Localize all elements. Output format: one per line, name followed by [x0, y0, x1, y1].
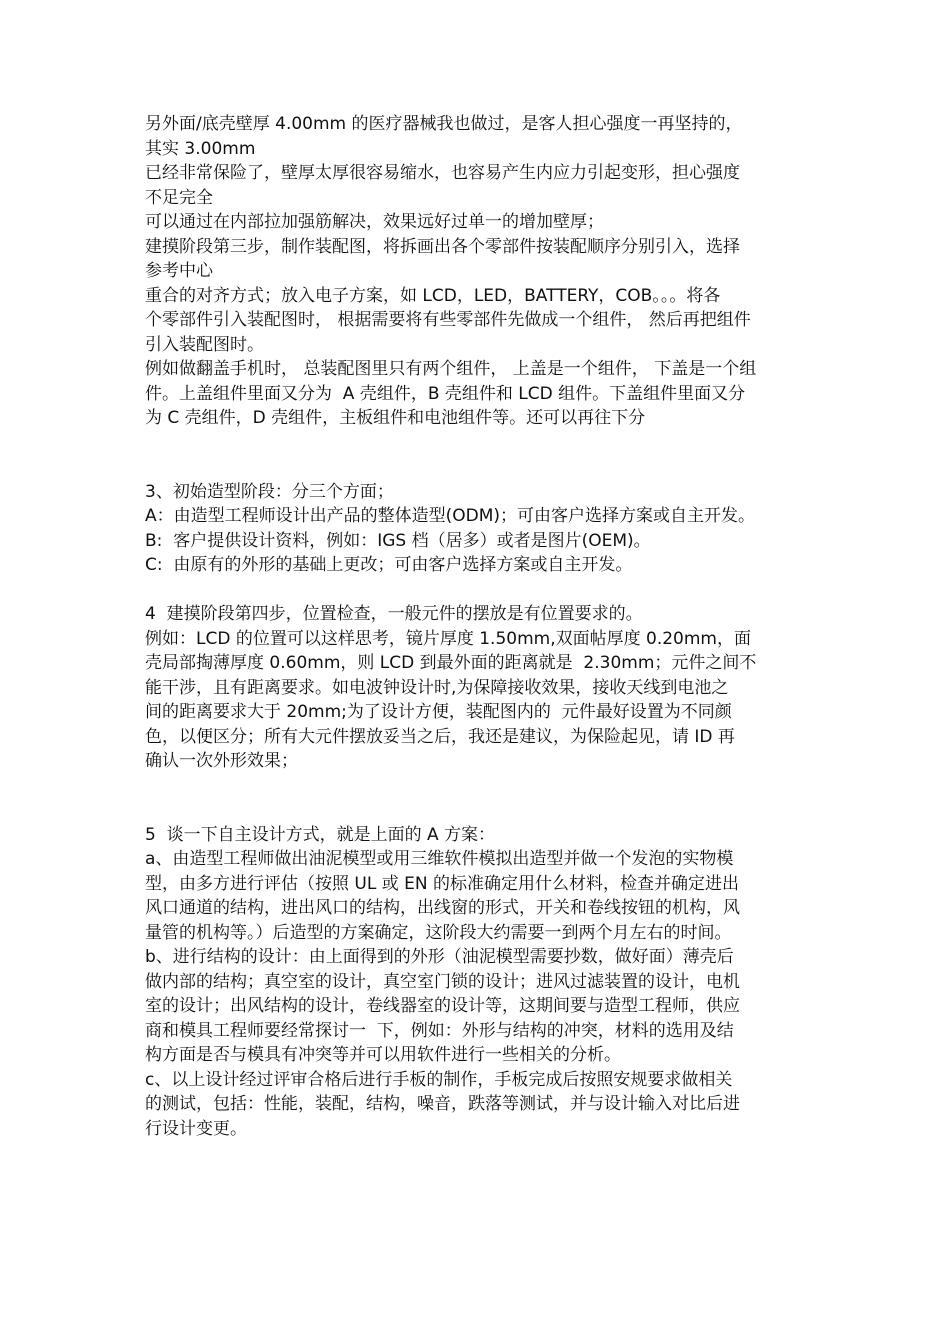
text-line: 引入装配图时。 [145, 334, 264, 355]
text-line: 室的设计；出风结构的设计，卷线器室的设计等，这期间要与造型工程师，供应 [145, 996, 740, 1016]
text-line: 色，以便区分；所有大元件摆放妥当之后，我还是建议，为保险起见，请 ID 再 [145, 726, 735, 747]
text-line: 重合的对齐方式；放入电子方案，如 LCD，LED，BATTERY，COB。。。将各 [145, 285, 721, 306]
text-line: c、以上设计经过评审合格后进行手板的制作，手板完成后按照安规要求做相关 [145, 1069, 733, 1090]
text-line: 可以通过在内部拉加强筋解决，效果远好过单一的增加壁厚； [145, 212, 604, 232]
text-line: 型，由多方进行评估（按照 UL 或 EN 的标准确定用什么材料，检查并确定进出 [145, 873, 739, 894]
text-line: 做内部的结构；真空室的设计，真空室门锁的设计；进风过滤装置的设计，电机 [145, 971, 740, 992]
text-line: 件。上盖组件里面又分为 A 壳组件，B 壳组件和 LCD 组件。下盖组件里面又分 [145, 383, 746, 404]
paragraph-gap [145, 578, 810, 603]
text-line: 其实 3.00mm [145, 138, 256, 159]
text-line: 构方面是否与模具有冲突等并可以用软件进行一些相关的分析。 [145, 1045, 621, 1065]
section-3 [145, 480, 810, 578]
text-line: 商和模具工程师要经常探讨一 下，例如：外形与结构的冲突，材料的选用及结 [145, 1020, 734, 1041]
paragraph-gap [145, 774, 810, 823]
text-line: 风口通道的结构，进出风口的结构，出线窗的形式，开关和卷线按钮的机构，风 [145, 898, 740, 918]
text-line: 参考中心 [145, 261, 213, 281]
text-line: 不足完全 [145, 187, 213, 208]
text-line: 个零部件引入装配图时， 根据需要将有些零部件先做成一个组件， 然后再把组件 [145, 310, 751, 330]
intro-paragraph [145, 112, 810, 431]
text-line: b、进行结构的设计：由上面得到的外形（油泥模型需要抄数，做好面）薄壳后 [145, 947, 734, 967]
text-line: 量管的机构等。）后造型的方案确定，这阶段大约需要一到两个月左右的时间。 [145, 922, 732, 943]
text-line: 间的距离要求大于 20mm;为了设计方便，装配图内的 元件最好设置为不同颜 [145, 702, 732, 722]
section-4 [145, 602, 810, 774]
text-line: 确认一次外形效果； [145, 751, 298, 771]
text-line: 另外面/底壳壁厚 4.00mm 的医疗器械我也做过，是客人担心强度一再坚持的， [145, 114, 743, 134]
text-line: 为 C 壳组件，D 壳组件，主板组件和电池组件等。还可以再往下分 [145, 408, 646, 428]
section-5 [145, 823, 810, 1142]
section-heading: 3、初始造型阶段：分三个方面； [145, 481, 394, 502]
text-line: 的测试，包括：性能，装配，结构，噪音，跌落等测试，并与设计输入对比后进 [145, 1094, 740, 1114]
text-line: A：由造型工程师设计出产品的整体造型(ODM)；可由客户选择方案或自主开发。 [145, 506, 756, 526]
text-line: 例如：LCD 的位置可以这样思考，镜片厚度 1.50mm,双面帖厚度 0.20mm，面 [145, 628, 751, 649]
section-heading: 5 谈一下自主设计方式，就是上面的 A 方案： [145, 824, 496, 845]
paragraph-gap [145, 431, 810, 480]
text-line: 例如做翻盖手机时， 总装配图里只有两个组件， 上盖是一个组件， 下盖是一个组 [145, 359, 757, 379]
text-line: 已经非常保险了，壁厚太厚很容易缩水，也容易产生内应力引起变形，担心强度 [145, 163, 740, 183]
document-page [145, 112, 810, 1141]
text-line: a、由造型工程师做出油泥模型或用三维软件模拟出造型并做一个发泡的实物模 [145, 849, 734, 869]
section-heading: 4 建摸阶段第四步，位置检查，一般元件的摆放是有位置要求的。 [145, 604, 643, 624]
text-line: 行设计变更。 [145, 1118, 247, 1139]
text-line: C: 由原有的外形的基础上更改；可由客户选择方案或自主开发。 [145, 555, 633, 575]
text-line: 能干涉，且有距离要求。如电波钟设计时,为保障接收效果，接收天线到电池之 [145, 677, 729, 698]
text-line: B: 客户提供设计资料，例如：IGS 档（居多）或者是图片(OEM)。 [145, 530, 651, 551]
text-line: 建摸阶段第三步，制作装配图，将拆画出各个零部件按装配顺序分别引入，选择 [145, 236, 740, 257]
text-line: 壳局部掏薄厚度 0.60mm，则 LCD 到最外面的距离就是 2.30mm；元件之间不 [145, 653, 757, 673]
